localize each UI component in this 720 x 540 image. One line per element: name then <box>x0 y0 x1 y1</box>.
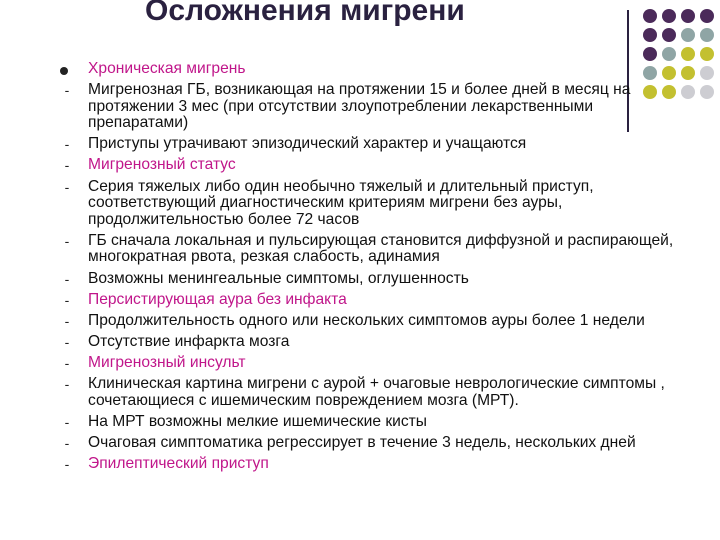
list-item <box>64 332 688 351</box>
decorative-dot <box>700 47 714 61</box>
decorative-dot <box>700 66 714 80</box>
decorative-dot <box>700 85 714 99</box>
list-item-text: Эпилептический приступ <box>88 454 269 472</box>
dash-marker: - <box>64 413 70 430</box>
decorative-dot <box>700 28 714 42</box>
dash-marker: - <box>64 291 70 308</box>
dash-marker: - <box>64 333 70 350</box>
decorative-dot <box>643 9 657 23</box>
decorative-dot <box>681 47 695 61</box>
list-item-text: Мигренозный инсульт <box>88 353 246 371</box>
list-item-text: Клиническая картина мигрени с аурой + очаговые неврологические симптомы , сочетающиеся с ишемическим повреждением мозга (МРТ). <box>88 375 665 409</box>
list-item <box>64 311 688 330</box>
list-item-text: Отсутствие инфаркта мозга <box>88 332 290 350</box>
dash-marker: - <box>64 136 70 153</box>
decorative-dot <box>662 9 676 23</box>
section-heading <box>64 353 688 372</box>
list-item-text: На МРТ возможны мелкие ишемические кисты <box>88 412 428 430</box>
section-heading <box>64 156 688 174</box>
dash-marker: - <box>64 455 70 472</box>
decorative-dot <box>681 9 695 23</box>
list-item-text: Мигренозный статус <box>88 156 236 174</box>
dash-marker: - <box>64 354 70 371</box>
decorative-dot <box>681 28 695 42</box>
list-item-text: Очаговая симптоматика регрессирует в течение 3 недель, нескольких дней <box>88 433 636 451</box>
content-list <box>64 60 688 477</box>
list-item-text: Серия тяжелых либо один необычно тяжелый и длительный приступ, соответствующий диагностическим критериям мигрени без ауры, продолжительностью более 72 часов <box>88 177 594 228</box>
decorative-dot <box>700 9 714 23</box>
dash-marker: - <box>64 157 70 174</box>
dash-marker: - <box>64 178 70 195</box>
list-item <box>64 412 688 431</box>
list-item-text: Хроническая мигрень <box>88 60 246 77</box>
list-item <box>64 135 688 153</box>
list-item <box>64 375 688 409</box>
slide-title: Осложнения мигрени <box>145 0 465 27</box>
list-item-text: Персистирующая аура без инфакта <box>88 290 347 308</box>
list-item-text: Приступы утрачивают эпизодический характер и учащаются <box>88 135 527 153</box>
section-heading <box>64 454 688 473</box>
dash-marker: - <box>64 434 70 451</box>
dash-marker: - <box>64 376 70 392</box>
section-heading <box>88 61 688 78</box>
list-item <box>64 231 688 266</box>
decorative-dot <box>643 47 657 61</box>
list-item-text: Мигренозная ГБ, возникающая на протяжении 15 и более дней в месяц на протяжении 3 мес (при отсутствии злоупотреблении лекарственными препаратами) <box>88 81 631 132</box>
dash-marker: - <box>64 312 70 329</box>
list-item <box>64 81 688 132</box>
list-item <box>64 269 688 288</box>
list-item <box>64 177 688 229</box>
dash-marker: - <box>64 82 70 99</box>
dash-marker: - <box>64 270 70 287</box>
list-item-text: ГБ сначала локальная и пульсирующая становится диффузной и распирающей, многократная рвота, резкая слабость, адинамия <box>88 231 674 266</box>
list-item-text: Возможны менингеальные симптомы, оглушенность <box>88 269 469 287</box>
decorative-dot <box>643 28 657 42</box>
dash-marker: - <box>64 232 70 249</box>
section-heading <box>64 290 688 309</box>
list-item-text: Продолжительность одного или нескольких симптомов ауры более 1 недели <box>88 311 645 329</box>
bullet-marker <box>60 67 68 75</box>
decorative-dot <box>662 47 676 61</box>
list-item <box>64 433 688 452</box>
decorative-dot <box>662 28 676 42</box>
